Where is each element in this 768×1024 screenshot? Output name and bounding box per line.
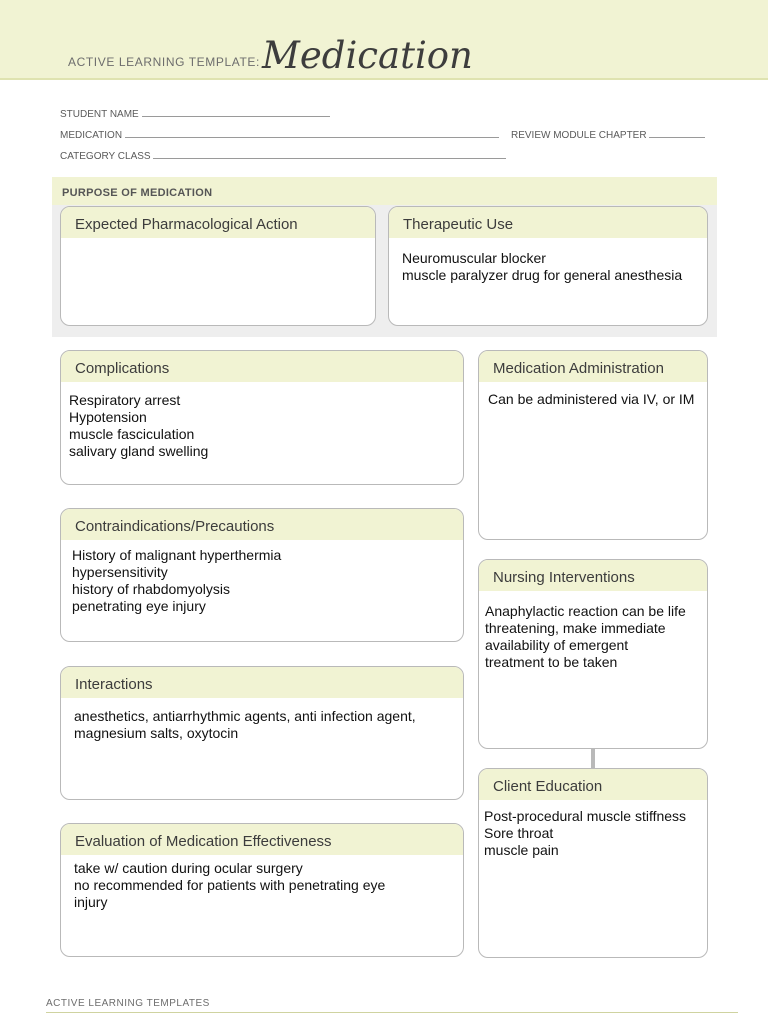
interactions-line: anesthetics, antiarrhythmic agents, anti infection agent, <box>74 708 416 724</box>
client-education-line: Sore throat <box>484 825 554 841</box>
medication-line[interactable] <box>125 129 499 138</box>
complications-body[interactable] <box>61 382 463 460</box>
page-title: Medication <box>262 34 473 77</box>
contraindications-line: penetrating eye injury <box>72 598 206 614</box>
interactions-title: Interactions <box>61 667 463 698</box>
contraindications-line: History of malignant hyperthermia <box>72 547 282 563</box>
review-module-line[interactable] <box>649 129 705 138</box>
student-name-line[interactable] <box>142 108 330 117</box>
nursing-interventions-line: availability of emergent <box>485 637 629 653</box>
therapeutic-use-box[interactable] <box>388 206 708 326</box>
evaluation-title: Evaluation of Medication Effectiveness <box>61 824 463 855</box>
footer-divider <box>46 1012 738 1013</box>
therapeutic-use-line: Neuromuscular blocker <box>402 250 546 266</box>
review-module-field[interactable] <box>511 129 705 141</box>
nursing-interventions-box[interactable] <box>478 559 708 749</box>
contraindications-box[interactable] <box>60 508 464 642</box>
category-class-label: CATEGORY CLASS <box>60 151 151 162</box>
contraindications-title: Contraindications/Precautions <box>61 509 463 540</box>
nursing-interventions-line: threatening, make immediate <box>485 620 666 636</box>
administration-title: Medication Administration <box>479 351 707 382</box>
template-prefix: ACTIVE LEARNING TEMPLATE: <box>68 55 260 69</box>
interactions-body[interactable] <box>61 698 463 742</box>
medication-label: MEDICATION <box>60 130 123 141</box>
review-module-label: REVIEW MODULE CHAPTER <box>511 130 647 141</box>
contraindications-line: hypersensitivity <box>72 564 168 580</box>
template-header <box>0 0 768 80</box>
interactions-line: magnesium salts, oxytocin <box>74 725 239 741</box>
therapeutic-use-body[interactable] <box>389 238 707 284</box>
connector-line <box>591 749 595 769</box>
expected-action-title: Expected Pharmacological Action <box>61 207 375 238</box>
evaluation-box[interactable] <box>60 823 464 957</box>
interactions-box[interactable] <box>60 666 464 800</box>
therapeutic-use-title: Therapeutic Use <box>389 207 707 238</box>
administration-box[interactable] <box>478 350 708 540</box>
expected-action-box[interactable] <box>60 206 376 326</box>
evaluation-line: take w/ caution during ocular surgery <box>74 860 303 876</box>
client-education-body[interactable] <box>479 800 707 859</box>
nursing-interventions-title: Nursing Interventions <box>479 560 707 591</box>
complications-line: muscle fasciculation <box>69 426 195 442</box>
client-education-line: Post-procedural muscle stiffness <box>484 808 687 824</box>
student-name-field[interactable] <box>60 108 330 120</box>
nursing-interventions-body[interactable] <box>479 591 707 671</box>
complications-line: Hypotension <box>69 409 147 425</box>
complications-line: salivary gland swelling <box>69 443 209 459</box>
complications-line: Respiratory arrest <box>69 392 181 408</box>
client-education-line: muscle pain <box>484 842 559 858</box>
contraindications-line: history of rhabdomyolysis <box>72 581 230 597</box>
student-name-label: STUDENT NAME <box>60 109 139 120</box>
client-education-box[interactable] <box>478 768 708 958</box>
complications-box[interactable] <box>60 350 464 485</box>
expected-action-body[interactable] <box>61 238 375 246</box>
footer-text: ACTIVE LEARNING TEMPLATES <box>46 998 210 1009</box>
evaluation-line: injury <box>74 894 108 910</box>
complications-title: Complications <box>61 351 463 382</box>
nursing-interventions-line: Anaphylactic reaction can be life <box>485 603 686 619</box>
nursing-interventions-line: treatment to be taken <box>485 654 618 670</box>
contraindications-body[interactable] <box>61 540 463 615</box>
evaluation-body[interactable] <box>61 855 463 911</box>
evaluation-line: no recommended for patients with penetrating eye <box>74 877 386 893</box>
client-education-title: Client Education <box>479 769 707 800</box>
administration-line: Can be administered via IV, or IM <box>488 391 695 407</box>
category-class-line[interactable] <box>153 150 506 159</box>
medication-field[interactable] <box>60 129 499 141</box>
category-class-field[interactable] <box>60 150 506 162</box>
therapeutic-use-line: muscle paralyzer drug for general anesthesia <box>402 267 683 283</box>
purpose-label: PURPOSE OF MEDICATION <box>62 187 213 199</box>
administration-body[interactable] <box>479 382 707 408</box>
